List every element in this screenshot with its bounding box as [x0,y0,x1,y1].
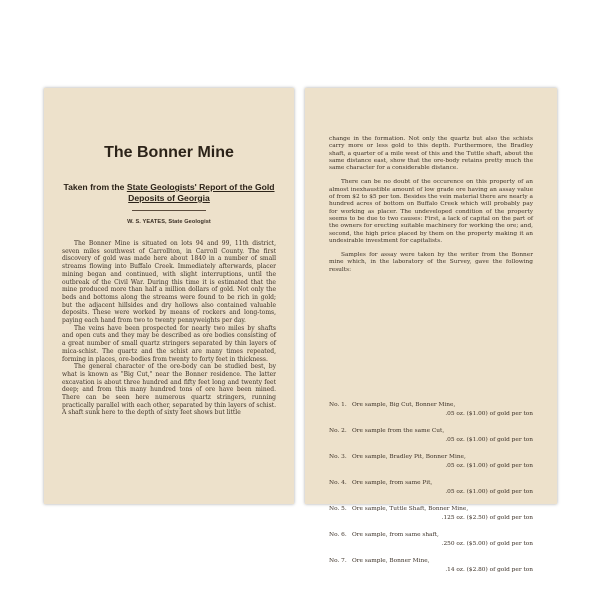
sample-number: No. 3. [329,454,347,460]
sample-description: Ore sample, Big Cut, Bonner Mine, [352,402,456,408]
sample-description: Ore sample, Tuttle Shaft, Bonner Mine, [352,506,469,512]
sample-description: Ore sample from the same Cut, [352,428,445,434]
paragraph: change in the formation. Not only the quartz but also the schists carry more or less gold to this depth. Furthermore, the Bradley shaft, a quarter of a mile west of this and the Tuttle shaft, about the same distance east, show that the ore-body retains pretty much the same character for a considerable distance. [329,136,533,172]
sample-result: .250 oz. ($5.00) of gold per ton [441,541,533,547]
sample-description: Ore sample, Bonner Mine, [352,558,430,564]
paragraph: The general character of the ore-body can be studied best, by what is known as "Big Cut," near the Bonner residence. The latter excavation is about three hundred and fifty feet long and twenty feet deep; and from this many hundred tons of ore have been mined. There can be seen here numerous quartz stringers, running practically parallel with each other, separated by thin layers of schist. A shaft sunk here to the depth of sixty feet shows but little [62,363,276,417]
sample-description: Ore sample, from same Pit, [352,480,433,486]
paragraph: The veins have been prospected for nearly two miles by shafts and open cuts and they may be described as ore bodies consisting of a great number of small quartz stringers separated by thin layers of mica-schist. The quartz and the schist are many times repeated, forming in places, ore-bodies from twenty to forty feet in thickness. [62,324,276,363]
list-item [329,428,533,454]
body-text [62,240,276,417]
sample-number: No. 4. [329,480,347,486]
sample-result: .14 oz. ($2.80) of gold per ton [445,567,533,573]
list-item [329,558,533,584]
list-item [329,480,533,506]
sample-result: .125 oz. ($2.50) of gold per ton [441,515,533,521]
list-item [329,454,533,480]
sample-number: No. 5. [329,506,347,512]
body-text [329,136,533,281]
sample-description: Ore sample, Bradley Pit, Bonner Mine, [352,454,466,460]
right-page [305,88,557,573]
sample-number: No. 2. [329,428,347,434]
sample-result: .05 oz. ($1.00) of gold per ton [445,437,533,443]
subtitle-prefix: Taken from the [63,182,127,192]
paragraph: The Bonner Mine is situated on lots 94 and 99, 11th district, seven miles southwest of Carrollton, in Carroll County. The first discovery of gold was made here about 1840 in a number of small streams flowing into Buffalo Creek. Immediately afterwards, placer mining began and continued, with slight interruptions, until the outbreak of the Civil War. During this time it is estimated that the mine produced more than half a million dollars of gold. Not only the beds and bottoms along the streams were found to be rich in gold; but the adjacent hillsides and dry hollows also contained valuable deposits. These were worked by means of rockers and long-toms, paying each hand from two to twenty pennyweights per day. [62,240,276,325]
list-item [329,532,533,558]
paragraph: There can be no doubt of the occurence on this property of an almost inexhaustible amount of low grade ore having an assay value of from $2 to $5 per ton. Besides the vein material there are nearly a hundred acres of bottom on Buffalo Creek which will probably pay for working as placer. The undeveloped condition of the property seems to be due to two causes: First, a lack of capital on the part of the owners for erecting suitable machinery for working the ore; and, second, the high price placed by them on the property making it an undesirable investment for capitalists. [329,179,533,244]
left-page [44,88,294,504]
list-item [329,402,533,428]
sample-description: Ore sample, from same shaft, [352,532,439,538]
page-title: The Bonner Mine [104,144,234,161]
sample-number: No. 6. [329,532,347,538]
sample-result: .05 oz. ($1.00) of gold per ton [445,411,533,417]
author-line: W. S. YEATES, State Geologist [127,219,211,225]
subtitle-report-name: State Geologists' Report of the Gold Deposits of Georgia [126,182,275,203]
list-item [329,506,533,532]
sample-result: .05 oz. ($1.00) of gold per ton [445,489,533,495]
sample-number: No. 1. [329,402,347,408]
subtitle [58,182,280,204]
divider [132,210,206,211]
paragraph: Samples for assay were taken by the writer from the Bonner mine which, in the laboratory of the Survey, gave the following results: [329,252,533,273]
sample-result: .05 oz. ($1.00) of gold per ton [445,463,533,469]
sample-number: No. 7. [329,558,347,564]
assay-results-list [329,402,533,584]
